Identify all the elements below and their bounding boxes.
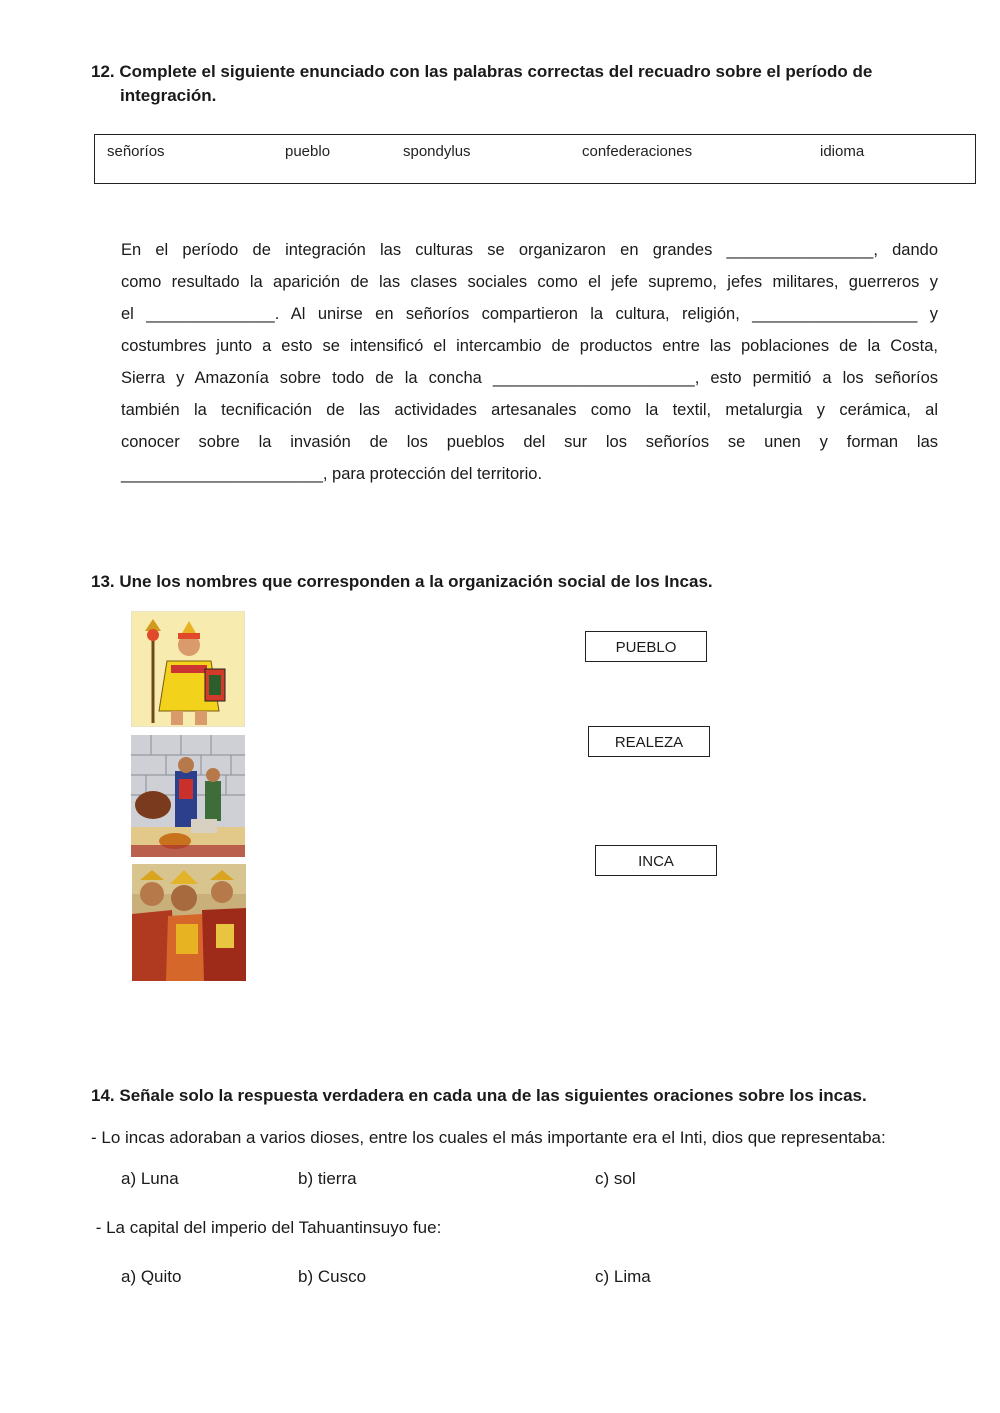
word-bank-item[interactable]: señoríos (107, 143, 165, 160)
label-inca[interactable]: INCA (595, 845, 717, 876)
paragraph-line: Sierra y Amazonía sobre todo de la concha ______________________, esto permitió a los señoríos (121, 369, 938, 387)
question-13-title: 13. Une los nombres que corresponden a la organización social de los Incas. (91, 572, 713, 591)
label-pueblo[interactable]: PUEBLO (585, 631, 707, 662)
word-bank-item[interactable]: pueblo (285, 143, 331, 160)
word-bank-item[interactable]: confederaciones (582, 143, 693, 160)
question-12-title (91, 60, 951, 108)
inca-emperor-image[interactable] (131, 611, 245, 727)
option-b-tierra[interactable]: b) tierra (298, 1169, 357, 1188)
label-realeza[interactable]: REALEZA (588, 726, 710, 757)
inca-royalty-image[interactable] (132, 864, 246, 981)
paragraph-line: En el período de integración las culturas se organizaron en grandes ________________, dando (121, 241, 938, 259)
inca-people-image[interactable] (131, 735, 245, 857)
question-14-statement-2: - La capital del imperio del Tahuantinsuyo fue: (91, 1218, 442, 1237)
question-12-title-line1: 12. Complete el siguiente enunciado con las palabras correctas del recuadro sobre el período de (91, 62, 873, 81)
question-14-title: 14. Señale solo la respuesta verdadera en cada una de las siguientes oraciones sobre los incas. (91, 1086, 867, 1105)
question-14-statement-1: - Lo incas adoraban a varios dioses, entre los cuales el más importante era el Inti, dios que representaba: (91, 1128, 886, 1147)
option-a-quito[interactable]: a) Quito (121, 1267, 182, 1286)
paragraph-line: conocer sobre la invasión de los pueblos del sur los señoríos se unen y forman las (121, 433, 938, 451)
word-bank-item[interactable]: idioma (820, 143, 865, 160)
option-c-sol[interactable]: c) sol (595, 1169, 636, 1188)
option-a-luna[interactable]: a) Luna (121, 1169, 179, 1188)
paragraph-line: el ______________. Al unirse en señoríos compartieron la cultura, religión, __________________ y (121, 305, 938, 323)
option-b-cusco[interactable]: b) Cusco (298, 1267, 367, 1286)
paragraph-line: costumbres junto a esto se intensificó el intercambio de productos entre las poblaciones de la Costa, (121, 337, 938, 355)
paragraph-line: como resultado la aparición de las clases sociales como el jefe supremo, jefes militares, guerreros y (121, 273, 938, 291)
paragraph-line: ______________________, para protección del territorio. (121, 465, 543, 483)
paragraph-line: también la tecnificación de las actividades artesanales como la textil, metalurgia y cerámica, al (121, 401, 938, 419)
fill-in-paragraph (121, 234, 938, 490)
question-12-title-line2: integración. (120, 86, 217, 105)
option-c-lima[interactable]: c) Lima (595, 1267, 651, 1286)
word-bank-item[interactable]: spondylus (403, 143, 471, 160)
word-bank (94, 134, 976, 184)
